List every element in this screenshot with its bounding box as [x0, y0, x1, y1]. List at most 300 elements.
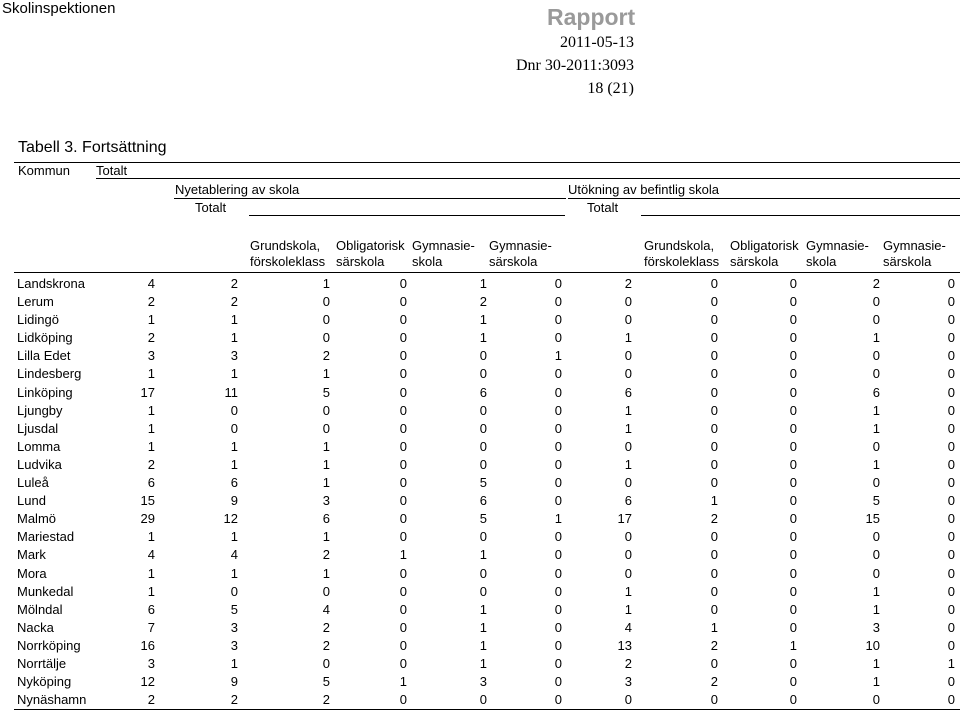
row-value-cell: 0 [399, 493, 407, 509]
row-value-cell: 0 [399, 384, 407, 400]
row-kommun-name: Linköping [17, 384, 73, 400]
row-value-cell: 6 [479, 493, 487, 509]
row-value-cell: 0 [947, 565, 955, 581]
row-value-cell: 10 [865, 637, 880, 653]
totalt-header: Totalt [96, 163, 128, 178]
row-value-cell: 3 [479, 674, 487, 690]
row-value-cell: 0 [479, 456, 487, 472]
row-value-cell: 5 [479, 475, 487, 491]
row-value-cell: 0 [710, 348, 718, 364]
totalt-rule [96, 178, 960, 179]
row-value-cell: 6 [624, 493, 632, 509]
row-value-cell: 0 [710, 384, 718, 400]
group2-sub-rule [641, 215, 960, 216]
row-value-cell: 2 [322, 547, 330, 563]
row-value-cell: 1 [479, 655, 487, 671]
row-value-cell: 1 [147, 438, 155, 454]
row-value-cell: 5 [872, 493, 880, 509]
row-value-cell: 1 [624, 456, 632, 472]
row-value-cell: 2 [230, 294, 238, 310]
row-value-cell: 0 [479, 402, 487, 418]
row-value-cell: 0 [230, 583, 238, 599]
row-value-cell: 6 [147, 475, 155, 491]
row-value-cell: 0 [947, 529, 955, 545]
row-value-cell: 1 [624, 330, 632, 346]
group1-rule [174, 198, 566, 199]
row-value-cell: 0 [624, 294, 632, 310]
row-value-cell: 0 [789, 456, 797, 472]
row-value-cell: 11 [224, 384, 238, 400]
row-value-cell: 0 [789, 655, 797, 671]
row-value-cell: 5 [230, 601, 238, 617]
row-value-cell: 1 [872, 420, 880, 436]
table-bottom-rule [14, 709, 960, 710]
row-value-cell: 0 [399, 330, 407, 346]
row-value-cell: 0 [624, 529, 632, 545]
row-value-cell: 0 [479, 348, 487, 364]
row-value-cell: 1 [147, 583, 155, 599]
row-kommun-name: Mariestad [17, 529, 75, 545]
row-value-cell: 2 [322, 692, 330, 708]
table-row [0, 346, 960, 364]
row-value-cell: 0 [479, 583, 487, 599]
row-value-cell: 0 [947, 456, 955, 472]
col-header-7: Gymnasie- skola [806, 238, 869, 269]
row-value-cell: 0 [554, 674, 562, 690]
row-value-cell: 0 [399, 475, 407, 491]
row-value-cell: 1 [230, 529, 238, 545]
row-value-cell: 1 [947, 655, 955, 671]
row-value-cell: 0 [947, 294, 955, 310]
kommun-header: Kommun [18, 163, 71, 178]
row-value-cell: 0 [872, 438, 880, 454]
table-row [0, 600, 960, 618]
row-value-cell: 3 [230, 348, 238, 364]
table-row [0, 618, 960, 636]
row-value-cell: 4 [624, 619, 632, 635]
table-row [0, 491, 960, 509]
row-kommun-name: Nacka [17, 619, 54, 635]
row-value-cell: 0 [947, 511, 955, 527]
row-value-cell: 1 [322, 438, 330, 454]
row-value-cell: 3 [322, 493, 330, 509]
row-value-cell: 0 [710, 294, 718, 310]
row-value-cell: 0 [872, 312, 880, 328]
table-row [0, 401, 960, 419]
row-value-cell: 13 [617, 637, 632, 653]
row-value-cell: 0 [322, 402, 330, 418]
row-value-cell: 1 [230, 655, 238, 671]
row-kommun-name: Landskrona [17, 276, 85, 291]
row-kommun-name: Norrköping [17, 637, 81, 653]
row-value-cell: 1 [230, 438, 238, 454]
row-kommun-name: Lidköping [17, 330, 73, 346]
row-value-cell: 0 [479, 438, 487, 454]
row-value-cell: 0 [710, 312, 718, 328]
row-value-cell: 1 [624, 420, 632, 436]
row-value-cell: 1 [554, 348, 562, 364]
row-kommun-name: Lund [17, 493, 46, 509]
row-value-cell: 1 [230, 330, 238, 346]
row-value-cell: 4 [230, 547, 238, 563]
row-value-cell: 1 [147, 565, 155, 581]
row-value-cell: 4 [147, 547, 155, 563]
header-bottom-rule [14, 272, 960, 273]
report-title: Rapport [547, 4, 636, 30]
row-value-cell: 2 [710, 637, 718, 653]
row-value-cell: 1 [230, 312, 238, 328]
row-value-cell: 0 [710, 475, 718, 491]
row-kommun-name: Norrtälje [17, 655, 67, 671]
row-value-cell: 0 [947, 402, 955, 418]
row-value-cell: 2 [710, 674, 718, 690]
col-header-8: Gymnasie- särskola [883, 238, 946, 269]
row-value-cell: 1 [872, 456, 880, 472]
row-value-cell: 1 [624, 402, 632, 418]
row-kommun-name: Lilla Edet [17, 348, 71, 364]
row-value-cell: 1 [479, 619, 487, 635]
row-value-cell: 0 [322, 312, 330, 328]
table-row [0, 654, 960, 672]
row-value-cell: 1 [230, 456, 238, 472]
row-value-cell: 0 [554, 637, 562, 653]
row-value-cell: 0 [399, 511, 407, 527]
row-value-cell: 1 [479, 637, 487, 653]
row-kommun-name: Ljusdal [17, 420, 59, 436]
row-value-cell: 0 [554, 619, 562, 635]
row-value-cell: 1 [399, 674, 407, 690]
row-value-cell: 0 [710, 601, 718, 617]
table-row [0, 310, 960, 328]
row-value-cell: 0 [789, 276, 797, 291]
row-value-cell: 6 [479, 384, 487, 400]
row-value-cell: 0 [710, 402, 718, 418]
row-value-cell: 2 [147, 330, 155, 346]
row-value-cell: 0 [554, 529, 562, 545]
row-value-cell: 0 [554, 692, 562, 708]
row-value-cell: 0 [710, 565, 718, 581]
row-value-cell: 3 [230, 637, 238, 653]
row-value-cell: 0 [399, 619, 407, 635]
row-value-cell: 0 [789, 294, 797, 310]
row-value-cell: 0 [789, 312, 797, 328]
row-value-cell: 0 [624, 438, 632, 454]
row-value-cell: 1 [230, 565, 238, 581]
table-row [0, 419, 960, 437]
page-number: 18 (21) [587, 80, 634, 97]
row-value-cell: 0 [789, 601, 797, 617]
row-value-cell: 1 [624, 583, 632, 599]
row-value-cell: 1 [789, 637, 797, 653]
row-kommun-name: Ljungby [17, 402, 63, 418]
row-value-cell: 0 [789, 565, 797, 581]
table-row [0, 672, 960, 690]
row-value-cell: 0 [399, 294, 407, 310]
row-value-cell: 3 [872, 619, 880, 635]
row-value-cell: 2 [872, 276, 880, 291]
row-value-cell: 0 [554, 402, 562, 418]
row-value-cell: 2 [624, 276, 632, 291]
row-value-cell: 0 [947, 637, 955, 653]
row-value-cell: 3 [624, 674, 632, 690]
group1-sub-rule [249, 215, 565, 216]
row-value-cell: 0 [789, 511, 797, 527]
row-value-cell: 6 [230, 475, 238, 491]
table-row [0, 582, 960, 600]
row-value-cell: 1 [479, 276, 487, 291]
row-kommun-name: Lomma [17, 438, 61, 454]
row-value-cell: 0 [322, 294, 330, 310]
row-kommun-name: Lidingö [17, 312, 59, 328]
row-value-cell: 2 [230, 692, 238, 708]
row-value-cell: 6 [872, 384, 880, 400]
row-value-cell: 0 [872, 475, 880, 491]
row-value-cell: 0 [399, 420, 407, 436]
row-value-cell: 0 [399, 583, 407, 599]
row-value-cell: 0 [554, 655, 562, 671]
row-value-cell: 0 [479, 565, 487, 581]
row-value-cell: 0 [789, 583, 797, 599]
row-value-cell: 0 [789, 330, 797, 346]
row-value-cell: 2 [624, 655, 632, 671]
table-row [0, 292, 960, 310]
row-value-cell: 0 [399, 565, 407, 581]
row-value-cell: 0 [947, 384, 955, 400]
col-header-2: Obligatorisk särskola [336, 238, 405, 269]
table-row [0, 473, 960, 491]
row-value-cell: 15 [865, 511, 880, 527]
row-value-cell: 0 [947, 348, 955, 364]
row-value-cell: 4 [322, 601, 330, 617]
row-value-cell: 0 [624, 312, 632, 328]
row-value-cell: 16 [140, 637, 155, 653]
row-value-cell: 5 [479, 511, 487, 527]
data-table [0, 274, 960, 708]
row-value-cell: 1 [322, 529, 330, 545]
row-value-cell: 1 [147, 312, 155, 328]
table-row [0, 527, 960, 545]
row-value-cell: 0 [947, 475, 955, 491]
table-row [0, 383, 960, 401]
row-value-cell: 0 [479, 420, 487, 436]
row-value-cell: 0 [322, 420, 330, 436]
row-value-cell: 17 [617, 511, 632, 527]
row-value-cell: 1 [399, 547, 407, 563]
row-value-cell: 1 [872, 583, 880, 599]
row-value-cell: 0 [624, 565, 632, 581]
row-kommun-name: Nyköping [17, 674, 72, 690]
table-row [0, 564, 960, 582]
row-value-cell: 0 [710, 655, 718, 671]
row-value-cell: 1 [479, 601, 487, 617]
row-value-cell: 2 [322, 619, 330, 635]
row-kommun-name: Mark [17, 547, 46, 563]
row-value-cell: 0 [322, 655, 330, 671]
row-value-cell: 2 [147, 692, 155, 708]
row-value-cell: 1 [872, 601, 880, 617]
row-value-cell: 5 [322, 384, 330, 400]
row-value-cell: 0 [624, 547, 632, 563]
row-value-cell: 0 [554, 583, 562, 599]
row-value-cell: 2 [147, 294, 155, 310]
row-value-cell: 0 [947, 420, 955, 436]
row-value-cell: 0 [789, 348, 797, 364]
row-value-cell: 0 [479, 529, 487, 545]
table-row [0, 455, 960, 473]
table-row [0, 509, 960, 527]
row-value-cell: 0 [872, 348, 880, 364]
row-value-cell: 0 [872, 547, 880, 563]
row-value-cell: 0 [624, 366, 632, 382]
row-kommun-name: Ludvika [17, 456, 62, 472]
row-value-cell: 0 [624, 348, 632, 364]
row-value-cell: 1 [322, 565, 330, 581]
row-value-cell: 0 [710, 547, 718, 563]
row-value-cell: 0 [872, 565, 880, 581]
row-value-cell: 0 [710, 583, 718, 599]
row-kommun-name: Luleå [17, 475, 49, 491]
row-value-cell: 0 [710, 276, 718, 291]
row-value-cell: 0 [789, 529, 797, 545]
row-value-cell: 0 [710, 692, 718, 708]
row-value-cell: 0 [624, 692, 632, 708]
row-kommun-name: Nynäshamn [17, 692, 87, 708]
row-kommun-name: Mora [17, 565, 47, 581]
row-value-cell: 1 [322, 475, 330, 491]
row-value-cell: 2 [710, 511, 718, 527]
row-value-cell: 1 [710, 619, 718, 635]
row-value-cell: 2 [322, 348, 330, 364]
row-value-cell: 0 [710, 529, 718, 545]
table-row [0, 437, 960, 455]
row-kommun-name: Munkedal [17, 583, 74, 599]
row-value-cell: 0 [554, 330, 562, 346]
row-value-cell: 0 [399, 348, 407, 364]
row-value-cell: 0 [789, 402, 797, 418]
row-value-cell: 0 [624, 475, 632, 491]
table-row [0, 636, 960, 654]
col-header-5: Grundskola, förskoleklass [644, 238, 720, 269]
row-value-cell: 1 [147, 402, 155, 418]
row-kommun-name: Mölndal [17, 601, 63, 617]
row-value-cell: 0 [947, 619, 955, 635]
table-row [0, 328, 960, 346]
row-value-cell: 0 [872, 294, 880, 310]
row-value-cell: 0 [789, 619, 797, 635]
row-value-cell: 1 [147, 529, 155, 545]
row-value-cell: 0 [230, 420, 238, 436]
row-value-cell: 0 [947, 366, 955, 382]
row-value-cell: 0 [399, 692, 407, 708]
row-value-cell: 1 [624, 601, 632, 617]
report-dnr: Dnr 30-2011:3093 [515, 57, 634, 74]
header-top-rule [14, 162, 960, 163]
row-value-cell: 4 [147, 276, 155, 291]
row-value-cell: 0 [554, 276, 562, 291]
row-value-cell: 0 [554, 456, 562, 472]
report-date: 2011-05-13 [559, 34, 634, 51]
row-value-cell: 0 [399, 366, 407, 382]
row-value-cell: 0 [554, 601, 562, 617]
row-value-cell: 0 [789, 420, 797, 436]
row-value-cell: 0 [789, 547, 797, 563]
table-row [0, 545, 960, 563]
row-value-cell: 0 [554, 384, 562, 400]
table-row [0, 274, 960, 292]
row-value-cell: 0 [399, 438, 407, 454]
table-row [0, 690, 960, 708]
row-value-cell: 1 [872, 402, 880, 418]
row-value-cell: 15 [140, 493, 155, 509]
row-value-cell: 0 [789, 674, 797, 690]
row-value-cell: 0 [789, 366, 797, 382]
row-value-cell: 0 [947, 330, 955, 346]
row-value-cell: 1 [479, 547, 487, 563]
row-value-cell: 0 [554, 475, 562, 491]
row-value-cell: 2 [479, 294, 487, 310]
row-value-cell: 1 [479, 330, 487, 346]
row-value-cell: 0 [554, 493, 562, 509]
row-value-cell: 0 [399, 529, 407, 545]
row-value-cell: 0 [872, 529, 880, 545]
row-value-cell: 0 [872, 366, 880, 382]
row-value-cell: 0 [710, 366, 718, 382]
row-value-cell: 1 [322, 366, 330, 382]
row-value-cell: 0 [554, 438, 562, 454]
row-value-cell: 0 [322, 330, 330, 346]
row-value-cell: 0 [554, 312, 562, 328]
row-value-cell: 0 [789, 438, 797, 454]
row-value-cell: 0 [399, 655, 407, 671]
row-value-cell: 1 [872, 674, 880, 690]
row-value-cell: 0 [554, 420, 562, 436]
row-value-cell: 0 [554, 547, 562, 563]
row-kommun-name: Lindesberg [17, 366, 82, 382]
row-value-cell: 0 [554, 565, 562, 581]
row-value-cell: 7 [147, 619, 155, 635]
row-value-cell: 0 [399, 402, 407, 418]
row-value-cell: 1 [147, 420, 155, 436]
organization-name: Skolinspektionen [2, 0, 116, 17]
row-value-cell: 6 [147, 601, 155, 617]
nyetablering-header: Nyetablering av skola [175, 182, 300, 197]
row-value-cell: 1 [872, 655, 880, 671]
row-value-cell: 0 [710, 330, 718, 346]
row-value-cell: 1 [322, 276, 330, 291]
row-value-cell: 0 [322, 583, 330, 599]
row-value-cell: 12 [223, 511, 238, 527]
row-value-cell: 0 [947, 692, 955, 708]
nyetablering-totalt: Totalt [195, 200, 227, 215]
table-caption: Tabell 3. Fortsättning [18, 139, 167, 156]
row-value-cell: 1 [322, 456, 330, 472]
row-value-cell: 0 [479, 366, 487, 382]
row-value-cell: 17 [140, 384, 155, 400]
row-value-cell: 2 [147, 456, 155, 472]
row-value-cell: 0 [399, 456, 407, 472]
row-value-cell: 1 [710, 493, 718, 509]
row-value-cell: 0 [710, 420, 718, 436]
row-value-cell: 0 [399, 276, 407, 291]
row-value-cell: 0 [399, 601, 407, 617]
row-value-cell: 0 [947, 583, 955, 599]
table-row [0, 364, 960, 382]
utokning-header: Utökning av befintlig skola [568, 182, 720, 197]
row-value-cell: 9 [230, 493, 238, 509]
group2-rule [568, 198, 960, 199]
row-kommun-name: Lerum [17, 294, 54, 310]
row-value-cell: 0 [479, 692, 487, 708]
